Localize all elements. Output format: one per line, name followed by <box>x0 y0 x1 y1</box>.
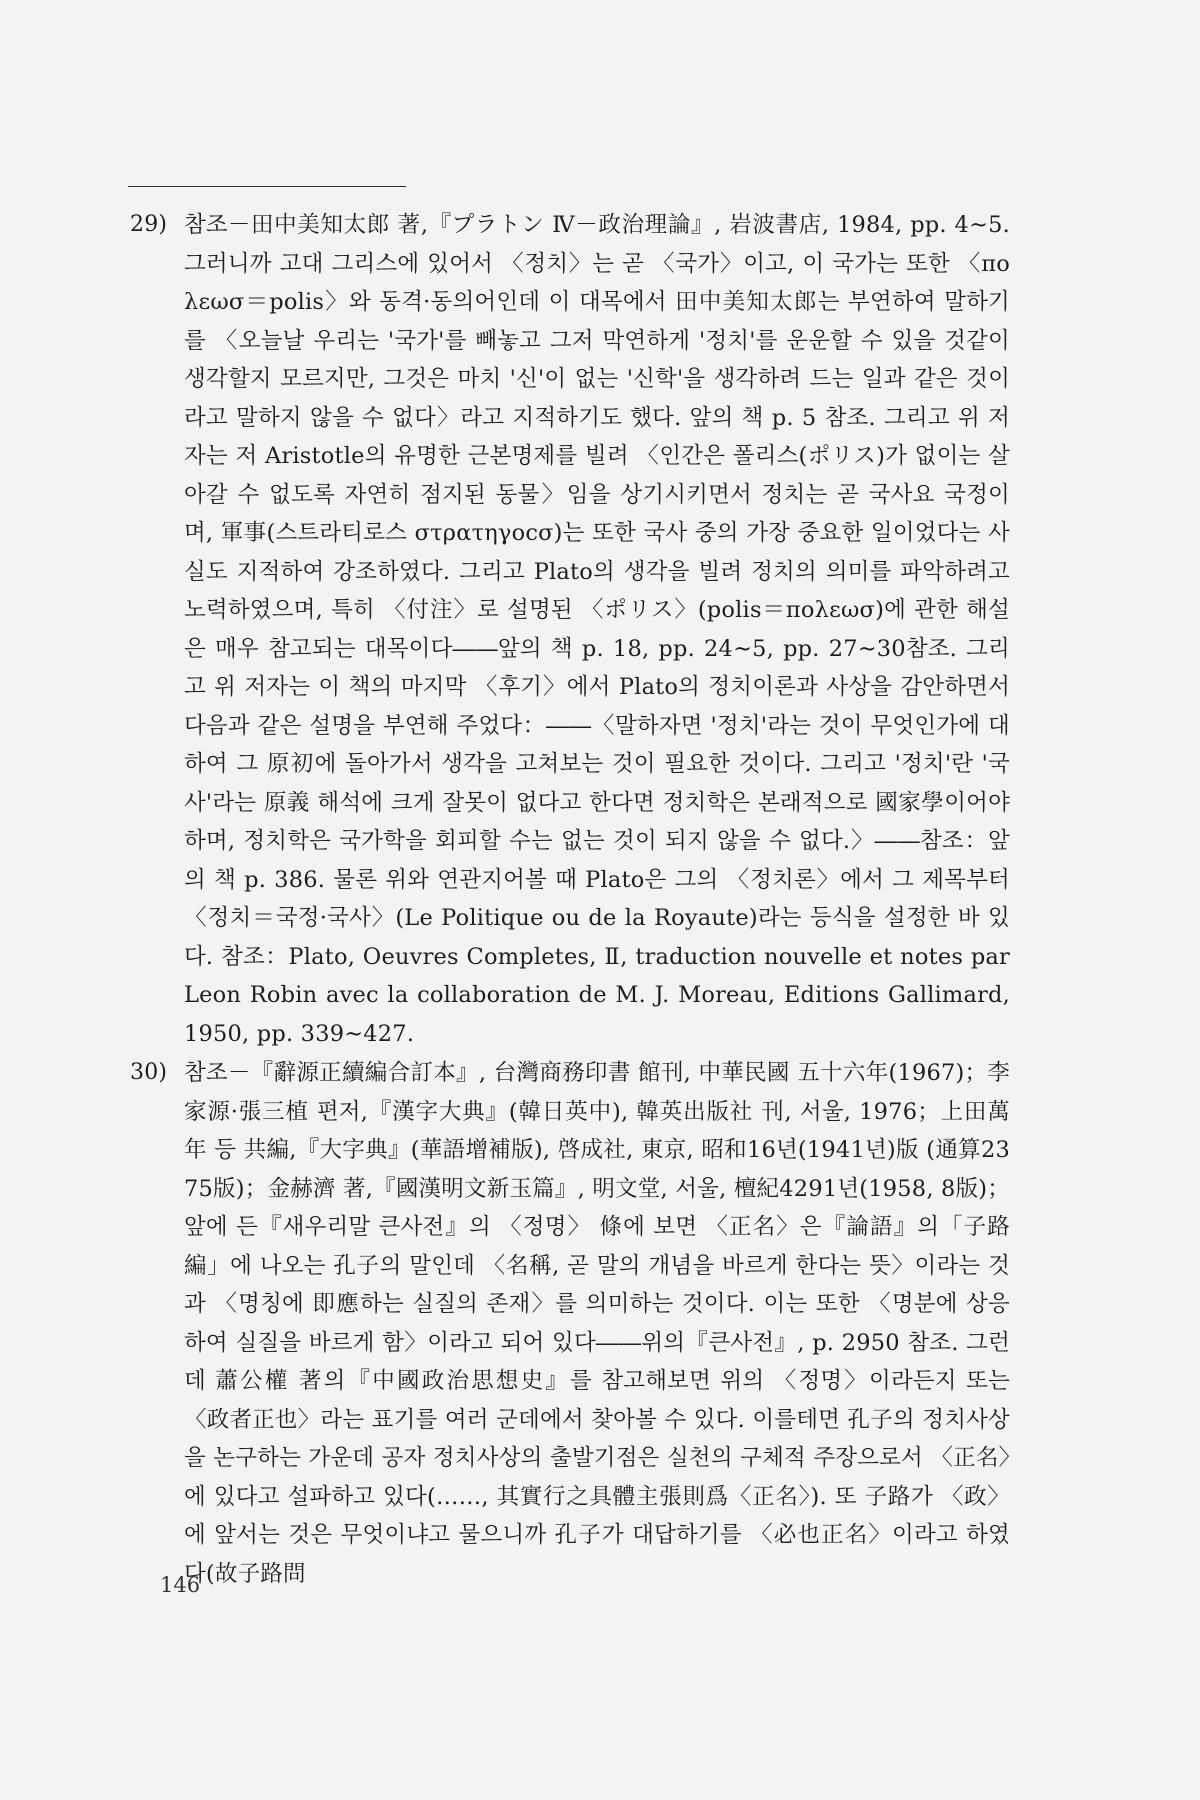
footnote-number: 30) <box>130 1060 168 1085</box>
footnote-text: 참조－田中美知太郎 著,『プラトン Ⅳ－政治理論』, 岩波書店, 1984, pp. 4∼5. 그러니까 고대 그리스에 있어서 〈정치〉는 곧 〈국가〉이고, 이 국가는 또한 〈πολεωσ＝polis〉와 동격·동의어인데 이 대목에서 田中美知太郎는 부연하여 말하기를 〈오늘날 우리는 '국가'를 빼놓고 그저 막연하게 '정치'를 운운할 수 있을 것같이 생각할지 모르지만, 그것은 마치 '신'이 없는 '신학'을 생각하려 드는 일과 같은 것이라고 말하지 않을 수 없다〉라고 지적하기도 했다. 앞의 책 p. 5 참조. 그리고 위 저자는 저 Aristotle의 유명한 근본명제를 빌려 〈인간은 폴리스(ポリス)가 없이는 살아갈 수 없도록 자연히 점지된 동물〉임을 상기시키면서 정치는 곧 국사요 국정이며, 軍事(스트라티로스 στρατηγοcσ)는 또한 국사 중의 가장 중요한 일이었다는 사실도 지적하여 강조하였다. 그리고 Plato의 생각을 빌려 정치의 의미를 파악하려고 노력하였으며, 특히 〈付注〉로 설명된 〈ポリス〉(polis＝πολεωσ)에 관한 해설은 매우 참고되는 대목이다――앞의 책 p. 18, pp. 24∼5, pp. 27∼30참조. 그리고 위 저자는 이 책의 마지막 〈후기〉에서 Plato의 정치이론과 사상을 감안하면서 다음과 같은 설명을 부연해 주었다：――〈말하자면 '정치'라는 것이 무엇인가에 대하여 그 原初에 돌아가서 생각을 고쳐보는 것이 필요한 것이다. 그리고 '정치'란 '국사'라는 原義 해석에 크게 잘못이 없다고 한다면 정치학은 본래적으로 國家學이어야 하며, 정치학은 국가학을 회피할 수는 없는 것이 되지 않을 수 없다.〉――참조：앞의 책 p. 386. 물론 위와 연관지어볼 때 Plato은 그의 〈정치론〉에서 그 제목부터 〈정치＝국정·국사〉(Le Politique ou de la Royaute)라는 등식을 설정한 바 있다. 참조：Plato, Oeuvres Completes, Ⅱ, traduction nouvelle et notes par Leon Robin avec la collaboration de M. J. Moreau, Editions Gallimard, 1950, pp. 339∼427. <box>184 212 1010 1047</box>
footnote-number: 29) <box>130 212 168 237</box>
page-number: 146 <box>160 1573 201 1597</box>
footnote-separator <box>128 186 406 187</box>
footnotes <box>130 206 1010 1593</box>
footnote-29 <box>130 206 1010 1053</box>
footnote-30 <box>130 1054 1010 1593</box>
footnote-text: 참조－『辭源正續編合訂本』, 台灣商務印書 館刊, 中華民國 五十六年(1967)；李家源·張三植 편저,『漢字大典』(韓日英中), 韓英出版社 刊, 서울, 1976；上田萬年 등 共編,『大字典』(華語增補版), 啓成社, 東京, 昭和16년(1941년)版 (通算2375版)；金赫濟 著,『國漢明文新玉篇』, 明文堂, 서울, 檀紀4291년(1958, 8版)；앞에 든『새우리말 큰사전』의 〈정명〉 條에 보면 〈正名〉은『論語』의「子路編」에 나오는 孔子의 말인데 〈名稱, 곧 말의 개념을 바르게 한다는 뜻〉이라는 것과 〈명칭에 即應하는 실질의 존재〉를 의미하는 것이다. 이는 또한 〈명분에 상응하여 실질을 바르게 함〉이라고 되어 있다――위의『큰사전』, p. 2950 참조. 그런데 蕭公權 著의『中國政治思想史』를 참고해보면 위의 〈정명〉이라든지 또는 〈政者正也〉라는 표기를 여러 군데에서 찾아볼 수 있다. 이를테면 孔子의 정치사상을 논구하는 가운데 공자 정치사상의 출발기점은 실천의 구체적 주장으로서 〈正名〉에 있다고 설파하고 있다(……, 其實行之具體主張則爲〈正名〉). 또 子路가 〈政〉에 앞서는 것은 무엇이냐고 물으니까 孔子가 대답하기를 〈必也正名〉이라고 하였다(故子路問 <box>184 1060 1010 1587</box>
